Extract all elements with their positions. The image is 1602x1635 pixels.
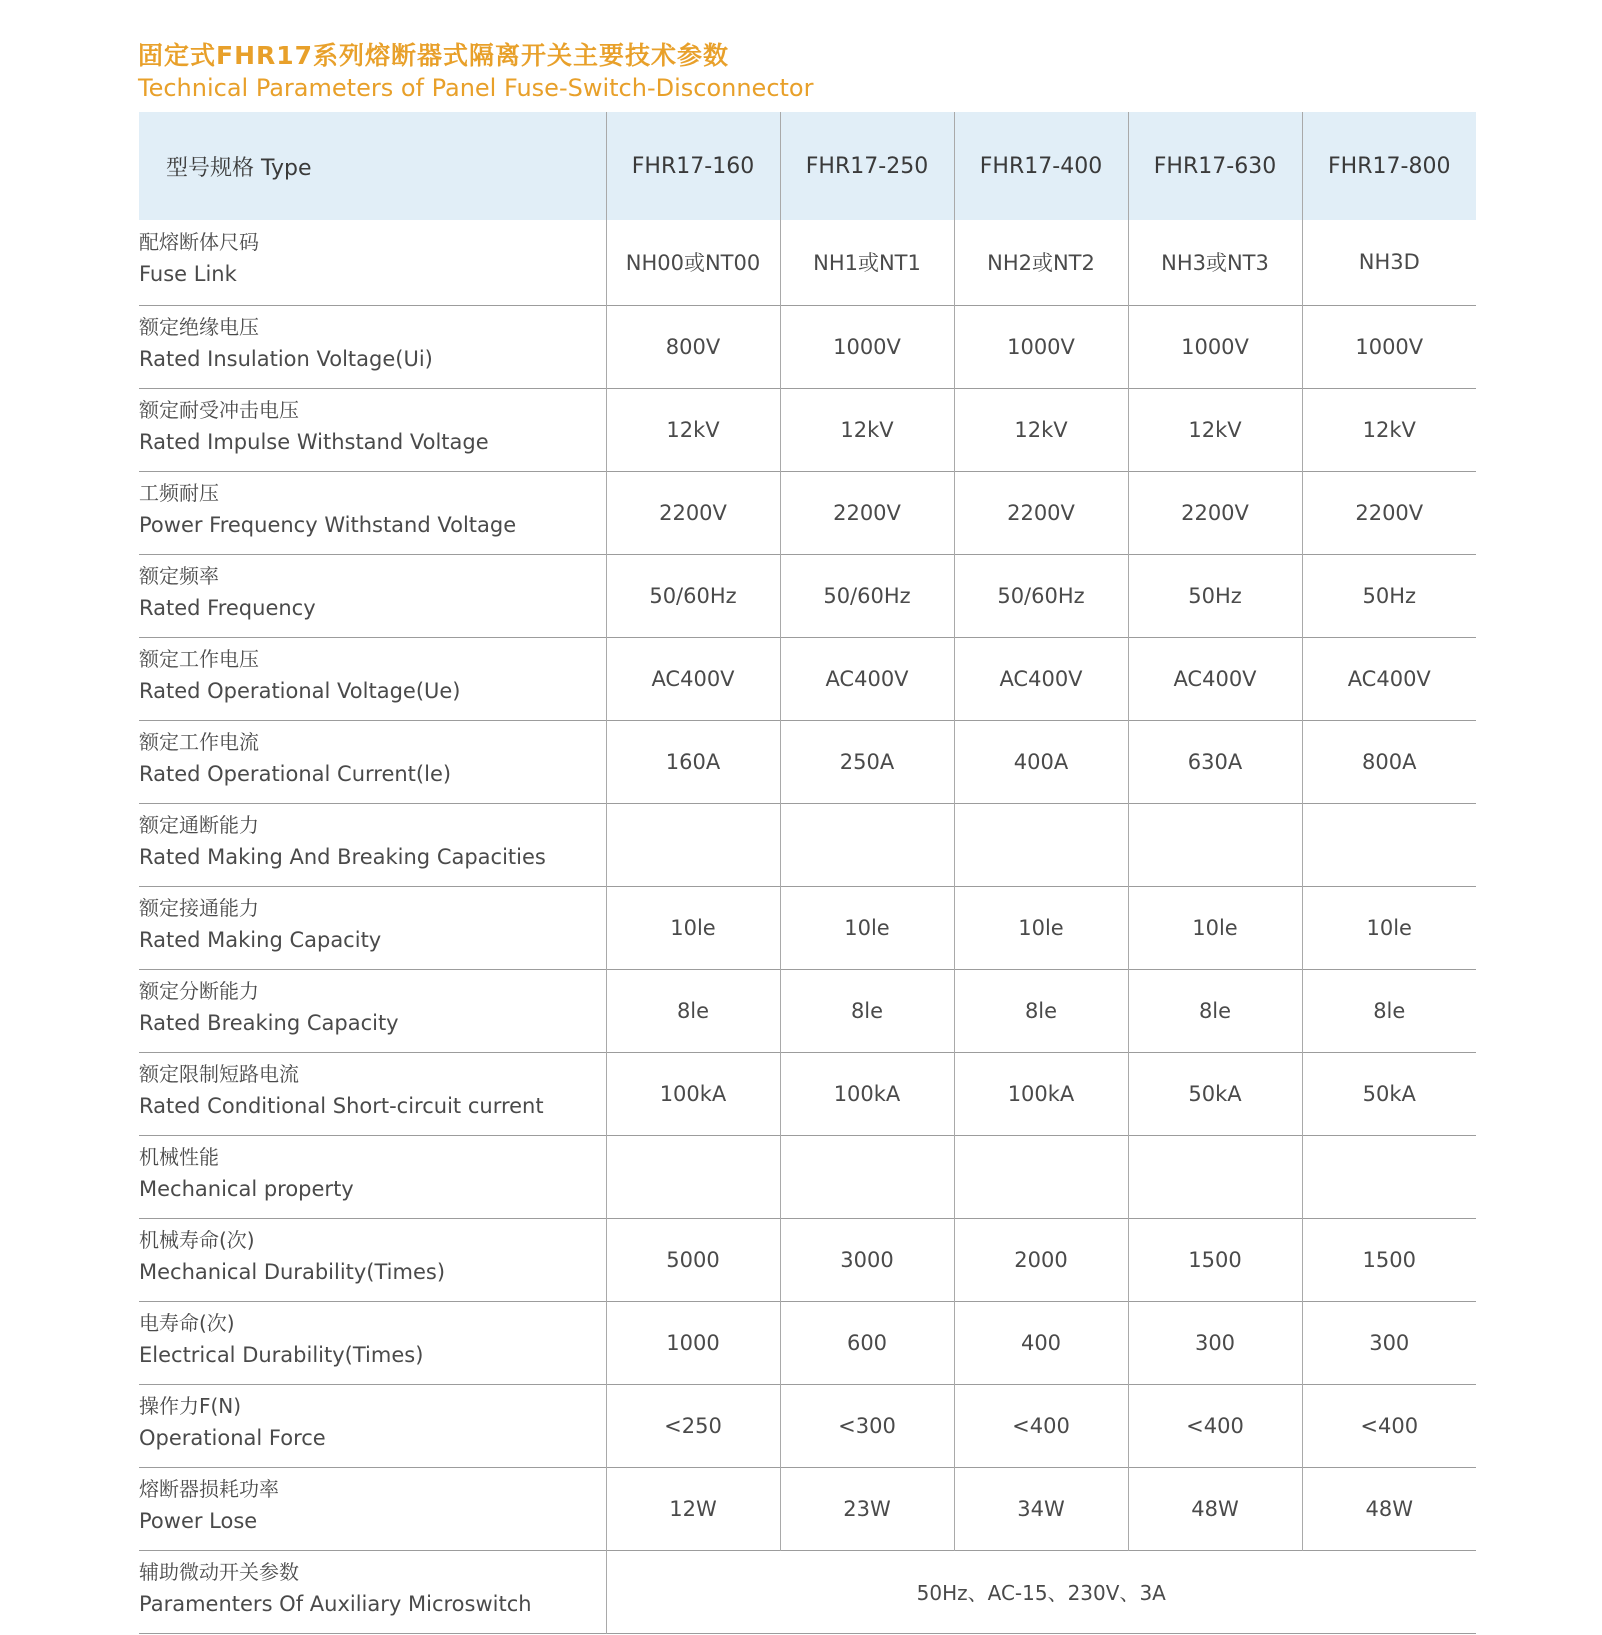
page-heading — [138, 40, 813, 104]
value-cell — [1302, 1135, 1476, 1218]
value-cell — [1128, 803, 1302, 886]
row-label-cn: 额定工作电流 — [139, 729, 259, 754]
table-row — [139, 1384, 1476, 1467]
value-cell: 50Hz — [1128, 554, 1302, 637]
value-cell: 1000V — [954, 305, 1128, 388]
value-cell: 50/60Hz — [606, 554, 780, 637]
value-cell: 10le — [780, 886, 954, 969]
row-label-cn: 配熔断体尺码 — [139, 230, 259, 255]
page-title-en: Technical Parameters of Panel Fuse-Switch-Disconnector — [138, 74, 814, 102]
value-cell: <400 — [1128, 1384, 1302, 1467]
value-cell: AC400V — [1302, 637, 1476, 720]
table-row-auxiliary — [139, 1550, 1476, 1633]
table-row — [139, 1052, 1476, 1135]
row-label-en: Operational Force — [139, 1425, 326, 1450]
row-label-cn: 电寿命(次) — [139, 1310, 235, 1335]
value-cell: 630A — [1128, 720, 1302, 803]
value-cell: 12kV — [1302, 388, 1476, 471]
header-model: FHR17-400 — [954, 112, 1128, 220]
row-label — [139, 1467, 606, 1550]
value-cell: 50Hz — [1302, 554, 1476, 637]
value-cell: AC400V — [780, 637, 954, 720]
value-cell: NH2或NT2 — [954, 220, 1128, 305]
header-row — [139, 112, 1476, 220]
value-cell: 800A — [1302, 720, 1476, 803]
value-cell: 1000V — [780, 305, 954, 388]
value-cell: 250A — [780, 720, 954, 803]
row-label — [139, 1550, 606, 1633]
value-cell: 2200V — [1302, 471, 1476, 554]
row-label-en: Mechanical Durability(Times) — [139, 1259, 446, 1284]
row-label-en: Rated Impulse Withstand Voltage — [139, 429, 489, 454]
value-cell: 160A — [606, 720, 780, 803]
row-label-cn: 额定接通能力 — [139, 895, 259, 920]
row-label — [139, 1052, 606, 1135]
value-cell: 100kA — [780, 1052, 954, 1135]
value-cell: <400 — [1302, 1384, 1476, 1467]
row-label-en: Power Lose — [139, 1508, 258, 1533]
value-cell — [1128, 1135, 1302, 1218]
row-label-en: Rated Making And Breaking Capacities — [139, 844, 546, 869]
table-row — [139, 637, 1476, 720]
value-cell: 2200V — [1128, 471, 1302, 554]
table-row — [139, 803, 1476, 886]
row-label-en: Rated Operational Voltage(Ue) — [139, 678, 461, 703]
row-label — [139, 720, 606, 803]
value-cell: 34W — [954, 1467, 1128, 1550]
value-cell: 100kA — [606, 1052, 780, 1135]
row-label-cn: 额定分断能力 — [139, 978, 259, 1003]
value-cell: NH00或NT00 — [606, 220, 780, 305]
table-row — [139, 388, 1476, 471]
value-cell: 8le — [780, 969, 954, 1052]
value-cell — [606, 1135, 780, 1218]
header-model: FHR17-160 — [606, 112, 780, 220]
page-title-cn: 固定式FHR17系列熔断器式隔离开关主要技术参数 — [138, 41, 730, 70]
value-cell: 12W — [606, 1467, 780, 1550]
value-cell: 3000 — [780, 1218, 954, 1301]
value-cell: 8le — [1302, 969, 1476, 1052]
value-cell: AC400V — [606, 637, 780, 720]
value-cell: 1500 — [1128, 1218, 1302, 1301]
value-cell: 400A — [954, 720, 1128, 803]
value-cell: 12kV — [606, 388, 780, 471]
value-cell: 1000V — [1302, 305, 1476, 388]
row-label — [139, 305, 606, 388]
value-cell: 5000 — [606, 1218, 780, 1301]
table-row — [139, 1467, 1476, 1550]
row-label-en: Mechanical property — [139, 1176, 354, 1201]
row-label-en: Fuse Link — [139, 262, 237, 287]
value-cell: 10le — [606, 886, 780, 969]
value-cell — [1302, 803, 1476, 886]
row-label — [139, 471, 606, 554]
row-label-cn: 机械性能 — [139, 1144, 219, 1169]
value-cell: 50/60Hz — [954, 554, 1128, 637]
row-label-cn: 操作力F(N) — [139, 1393, 242, 1418]
row-label — [139, 1218, 606, 1301]
row-label-cn: 额定绝缘电压 — [139, 314, 259, 339]
value-cell — [954, 803, 1128, 886]
row-label — [139, 969, 606, 1052]
row-label-cn: 辅助微动开关参数 — [139, 1559, 299, 1584]
value-cell: AC400V — [954, 637, 1128, 720]
row-label — [139, 554, 606, 637]
value-cell: NH3D — [1302, 220, 1476, 305]
table-row — [139, 969, 1476, 1052]
value-cell: 12kV — [780, 388, 954, 471]
table-row — [139, 471, 1476, 554]
value-cell: 10le — [954, 886, 1128, 969]
value-cell: 12kV — [954, 388, 1128, 471]
value-cell: 2200V — [954, 471, 1128, 554]
spec-table — [139, 112, 1476, 1634]
row-label-en: Rated Conditional Short-circuit current — [139, 1093, 544, 1118]
value-cell: 800V — [606, 305, 780, 388]
value-cell: 100kA — [954, 1052, 1128, 1135]
value-cell: 48W — [1302, 1467, 1476, 1550]
value-cell — [780, 1135, 954, 1218]
row-label-en: Power Frequency Withstand Voltage — [139, 512, 517, 537]
value-cell: 50/60Hz — [780, 554, 954, 637]
row-label-cn: 额定频率 — [139, 563, 219, 588]
value-cell: 12kV — [1128, 388, 1302, 471]
value-cell: <300 — [780, 1384, 954, 1467]
row-label-en: Rated Making Capacity — [139, 927, 382, 952]
value-cell: <250 — [606, 1384, 780, 1467]
value-cell: 8le — [954, 969, 1128, 1052]
table-row — [139, 305, 1476, 388]
value-cell: 50kA — [1302, 1052, 1476, 1135]
value-cell: 2200V — [780, 471, 954, 554]
header-model: FHR17-630 — [1128, 112, 1302, 220]
table-row — [139, 886, 1476, 969]
row-label — [139, 803, 606, 886]
value-cell: <400 — [954, 1384, 1128, 1467]
row-label — [139, 220, 606, 305]
value-cell — [606, 803, 780, 886]
table-row — [139, 720, 1476, 803]
value-cell: 400 — [954, 1301, 1128, 1384]
row-label — [139, 1135, 606, 1218]
row-label-cn: 额定耐受冲击电压 — [139, 397, 299, 422]
table-row — [139, 1218, 1476, 1301]
spec-table-body — [139, 220, 1476, 1633]
row-label-cn: 熔断器损耗功率 — [139, 1476, 279, 1501]
value-cell: 300 — [1302, 1301, 1476, 1384]
header-type-label: 型号规格 Type — [166, 155, 312, 181]
row-label — [139, 1384, 606, 1467]
value-cell — [780, 803, 954, 886]
table-row — [139, 1301, 1476, 1384]
table-row — [139, 220, 1476, 305]
row-label — [139, 637, 606, 720]
row-label-en: Rated Insulation Voltage(Ui) — [139, 346, 433, 371]
value-cell: AC400V — [1128, 637, 1302, 720]
row-label-cn: 机械寿命(次) — [139, 1227, 255, 1252]
row-label-en: Rated Breaking Capacity — [139, 1010, 399, 1035]
value-cell: 10le — [1128, 886, 1302, 969]
row-label — [139, 388, 606, 471]
row-label — [139, 886, 606, 969]
value-cell — [954, 1135, 1128, 1218]
value-cell: 1500 — [1302, 1218, 1476, 1301]
row-label-en: Rated Operational Current(le) — [139, 761, 452, 786]
table-row — [139, 554, 1476, 637]
value-cell: 300 — [1128, 1301, 1302, 1384]
spec-table-header — [139, 112, 1476, 220]
value-cell: 2000 — [954, 1218, 1128, 1301]
value-cell: NH1或NT1 — [780, 220, 954, 305]
row-label-cn: 额定通断能力 — [139, 812, 259, 837]
value-cell: 8le — [1128, 969, 1302, 1052]
value-cell: 10le — [1302, 886, 1476, 969]
merged-value-cell: 50Hz、AC-15、230V、3A — [606, 1550, 1476, 1633]
header-model: FHR17-800 — [1302, 112, 1476, 220]
value-cell: 600 — [780, 1301, 954, 1384]
row-label-cn: 额定限制短路电流 — [139, 1061, 299, 1086]
row-label-en: Paramenters Of Auxiliary Microswitch — [139, 1591, 532, 1616]
row-label-cn: 工频耐压 — [139, 480, 219, 505]
value-cell: NH3或NT3 — [1128, 220, 1302, 305]
table-row — [139, 1135, 1476, 1218]
value-cell: 8le — [606, 969, 780, 1052]
row-label-en: Electrical Durability(Times) — [139, 1342, 424, 1367]
value-cell: 50kA — [1128, 1052, 1302, 1135]
value-cell: 23W — [780, 1467, 954, 1550]
value-cell: 48W — [1128, 1467, 1302, 1550]
row-label — [139, 1301, 606, 1384]
value-cell: 1000 — [606, 1301, 780, 1384]
row-label-en: Rated Frequency — [139, 595, 316, 620]
value-cell: 1000V — [1128, 305, 1302, 388]
value-cell: 2200V — [606, 471, 780, 554]
header-model: FHR17-250 — [780, 112, 954, 220]
row-label-cn: 额定工作电压 — [139, 646, 259, 671]
